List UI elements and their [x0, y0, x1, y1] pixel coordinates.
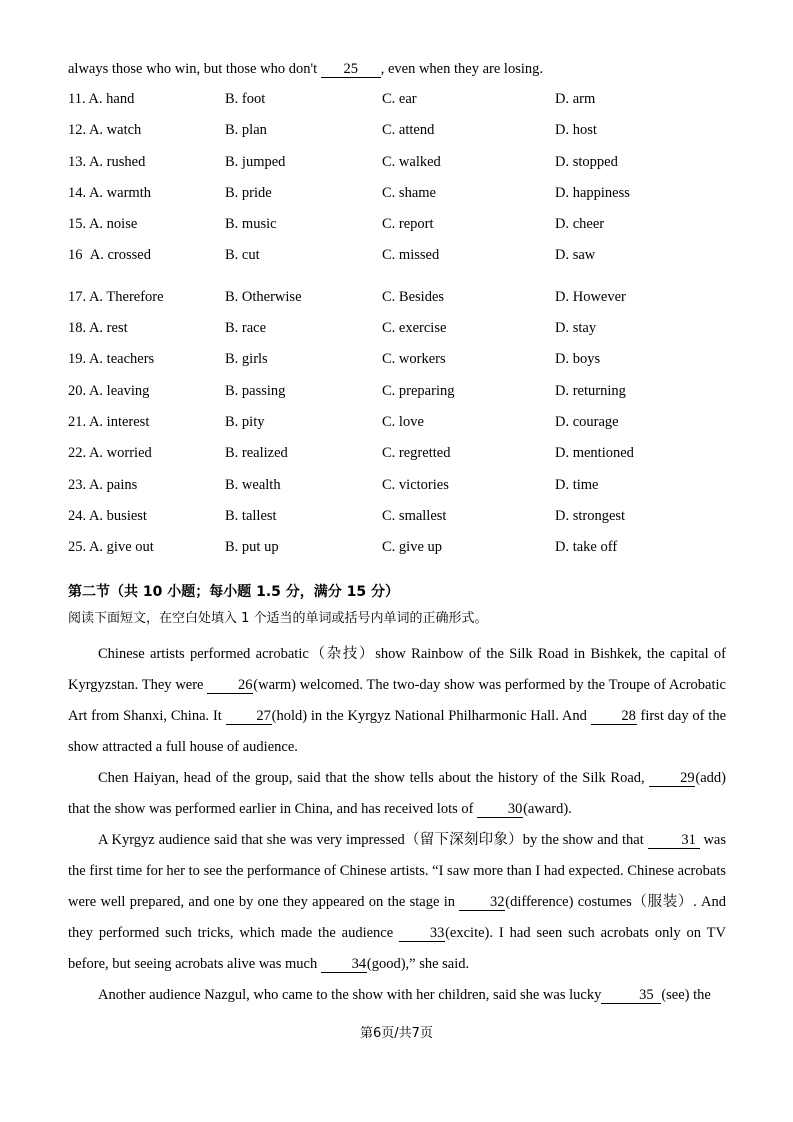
- option-a[interactable]: A. teachers: [88, 351, 155, 368]
- option-c[interactable]: C. Besides: [382, 288, 445, 305]
- paragraph-text: (good),” she said.: [366, 956, 470, 973]
- option-c[interactable]: C. exercise: [382, 320, 447, 337]
- option-b[interactable]: B. passing: [225, 382, 286, 399]
- cloze-options-list: [68, 90, 726, 569]
- option-row: [68, 444, 726, 475]
- option-c[interactable]: C. love: [382, 413, 424, 430]
- option-c[interactable]: C. shame: [382, 184, 436, 201]
- option-a[interactable]: A. busiest: [88, 507, 147, 524]
- option-b[interactable]: B. realized: [225, 445, 288, 462]
- option-a[interactable]: A. hand: [88, 91, 135, 107]
- section-heading: [68, 581, 726, 601]
- option-b[interactable]: B. plan: [225, 122, 267, 139]
- option-c[interactable]: C. workers: [382, 351, 446, 368]
- option-d[interactable]: D. mentioned: [555, 445, 634, 462]
- option-d[interactable]: D. courage: [555, 413, 619, 430]
- option-d[interactable]: D. happiness: [555, 184, 630, 201]
- answer-blank-26[interactable]: 26: [207, 678, 253, 694]
- option-d[interactable]: D. host: [555, 122, 597, 139]
- option-d[interactable]: D. take off: [555, 539, 618, 556]
- paragraph-text: Another audience Nazgul, who came to the show with her children, said she was lucky: [98, 987, 602, 1004]
- option-b[interactable]: B. wealth: [225, 476, 281, 493]
- answer-blank-33[interactable]: 33: [399, 926, 445, 942]
- paragraph-text: Chen Haiyan, head of the group, said that the show tells about the history of the Silk Road,: [98, 770, 645, 787]
- section-instruction-text: 阅读下面短文，在空白处填入 1 个适当的单词或括号内单词的正确形式。: [68, 611, 488, 627]
- option-c[interactable]: C. give up: [382, 539, 443, 556]
- option-number: 20.: [68, 382, 87, 399]
- paragraph-text: (excite). I had seen such acrobats only on TV before, but seeing acrobats alive was much: [68, 925, 726, 973]
- option-d[interactable]: D. strongest: [555, 507, 626, 524]
- option-number: 15.: [68, 216, 87, 233]
- option-a[interactable]: A. Therefore: [88, 288, 164, 305]
- paragraph-text: A Kyrgyz audience said that she was very impressed（留下深刻印象）by the show and that: [98, 832, 644, 849]
- option-a[interactable]: A. give out: [88, 539, 154, 556]
- option-a[interactable]: A. rest: [88, 320, 128, 337]
- option-d[interactable]: D. cheer: [555, 216, 605, 233]
- option-row: [68, 382, 726, 413]
- option-d[interactable]: D. However: [555, 288, 626, 305]
- option-row: [68, 507, 726, 538]
- option-row: [68, 121, 726, 152]
- option-number: 23.: [68, 476, 87, 493]
- option-d[interactable]: D. arm: [555, 91, 596, 107]
- paragraph-text: Chinese artists performed acrobatic（杂技）show Rainbow of the Silk Road in Bishkek, the capital of Kyrgyzstan. They were: [68, 646, 726, 694]
- section-instruction: [68, 609, 726, 629]
- option-row: [68, 90, 726, 121]
- option-c[interactable]: C. walked: [382, 153, 441, 170]
- option-a[interactable]: A. rushed: [88, 153, 146, 170]
- option-b[interactable]: B. put up: [225, 539, 279, 556]
- option-b[interactable]: B. race: [225, 320, 267, 337]
- option-number: 11.: [68, 91, 86, 107]
- option-number: 18.: [68, 320, 87, 337]
- lead-text-after: , even when they are losing.: [380, 61, 543, 77]
- option-d[interactable]: D. returning: [555, 382, 626, 399]
- answer-blank-35[interactable]: 35: [601, 988, 661, 1004]
- answer-blank-27[interactable]: 27: [226, 709, 272, 725]
- option-a[interactable]: A. leaving: [88, 382, 150, 399]
- option-d[interactable]: D. stay: [555, 320, 597, 337]
- paragraph-text: (difference) costumes（服装）. And they performed such tricks, which made the audience: [68, 894, 727, 942]
- option-b[interactable]: B. pity: [225, 413, 265, 430]
- option-a[interactable]: A. watch: [88, 122, 142, 139]
- answer-blank-25[interactable]: 25: [321, 62, 381, 78]
- option-a[interactable]: A. noise: [88, 216, 138, 233]
- option-row: [68, 215, 726, 246]
- option-row: [68, 476, 726, 507]
- option-number: 19.: [68, 351, 87, 368]
- option-c[interactable]: C. report: [382, 216, 434, 233]
- paragraph-text: (warm) welcomed. The two-day show was performed by the Troupe of Acrobatic Art from Shanxi, China. It: [68, 677, 726, 725]
- page-number-label: 第6页/共7页: [360, 1026, 433, 1041]
- option-b[interactable]: B. jumped: [225, 153, 286, 170]
- paragraph-text: (add) that the show was performed earlier in China, and has received lots of: [68, 770, 726, 818]
- passage-paragraph-1: [68, 639, 726, 763]
- option-b[interactable]: B. pride: [225, 184, 272, 201]
- option-a[interactable]: A. pains: [88, 476, 138, 493]
- option-number: 25.: [68, 539, 87, 556]
- page-footer: [0, 1022, 793, 1042]
- option-b[interactable]: B. Otherwise: [225, 288, 302, 305]
- option-d[interactable]: D. stopped: [555, 153, 618, 170]
- option-c[interactable]: C. ear: [382, 91, 417, 107]
- paragraph-text: (award).: [523, 801, 572, 818]
- option-a[interactable]: A. worried: [88, 445, 152, 462]
- passage-paragraph-4: [68, 980, 726, 1011]
- option-number: 16: [68, 247, 83, 264]
- option-row: [68, 350, 726, 381]
- option-row: [68, 153, 726, 184]
- option-c[interactable]: C. preparing: [382, 382, 455, 399]
- option-c[interactable]: C. victories: [382, 476, 449, 493]
- answer-blank-28[interactable]: 28: [591, 709, 637, 725]
- option-row: [68, 538, 726, 569]
- passage-paragraph-3: [68, 825, 726, 980]
- option-row: [68, 184, 726, 215]
- option-a[interactable]: A. interest: [88, 413, 150, 430]
- answer-blank-29[interactable]: 29: [649, 771, 695, 787]
- lead-text-before: always those who win, but those who don't: [68, 61, 318, 77]
- answer-blank-30[interactable]: 30: [477, 802, 523, 818]
- option-c[interactable]: C. regretted: [382, 445, 451, 462]
- option-b[interactable]: B. foot: [225, 91, 266, 107]
- option-row: [68, 319, 726, 350]
- option-d[interactable]: D. time: [555, 476, 599, 493]
- paragraph-text: (see) the: [661, 987, 711, 1004]
- option-b[interactable]: B. music: [225, 216, 277, 233]
- paragraph-text: (hold) in the Kyrgyz National Philharmonic Hall. And: [271, 708, 587, 725]
- option-b[interactable]: B. tallest: [225, 507, 277, 524]
- option-d[interactable]: D. saw: [555, 247, 596, 264]
- option-number: 21.: [68, 413, 87, 430]
- option-c[interactable]: C. smallest: [382, 507, 447, 524]
- option-number: 22.: [68, 445, 87, 462]
- option-row: [68, 413, 726, 444]
- section-heading-text: 第二节（共 10 小题；每小题 1.5 分，满分 15 分）: [68, 584, 400, 601]
- answer-blank-31[interactable]: 31: [648, 833, 700, 849]
- answer-blank-34[interactable]: 34: [321, 957, 367, 973]
- paragraph-text: first day of the show attracted a full house of audience.: [68, 708, 727, 756]
- option-number: 17.: [68, 288, 87, 305]
- page-content: [68, 58, 726, 1011]
- option-row: [68, 288, 726, 319]
- option-b[interactable]: B. cut: [225, 247, 260, 264]
- option-b[interactable]: B. girls: [225, 351, 268, 368]
- option-number: 14.: [68, 184, 87, 201]
- option-number: 24.: [68, 507, 87, 524]
- option-a[interactable]: A. crossed: [89, 247, 151, 264]
- option-number: 12.: [68, 122, 87, 139]
- option-c[interactable]: C. missed: [382, 247, 440, 264]
- option-a[interactable]: A. warmth: [88, 184, 151, 201]
- paragraph-text: was the first time for her to see the performance of Chinese artists. “I saw more than I had expected. Chinese acrobats were well prepared, and one by one they appeared on the stage in: [68, 832, 727, 911]
- option-c[interactable]: C. attend: [382, 122, 435, 139]
- option-number: 13.: [68, 153, 87, 170]
- lead-sentence: [68, 58, 726, 80]
- option-d[interactable]: D. boys: [555, 351, 601, 368]
- answer-blank-32[interactable]: 32: [459, 895, 505, 911]
- passage-paragraph-2: [68, 763, 726, 825]
- option-row: [68, 246, 726, 277]
